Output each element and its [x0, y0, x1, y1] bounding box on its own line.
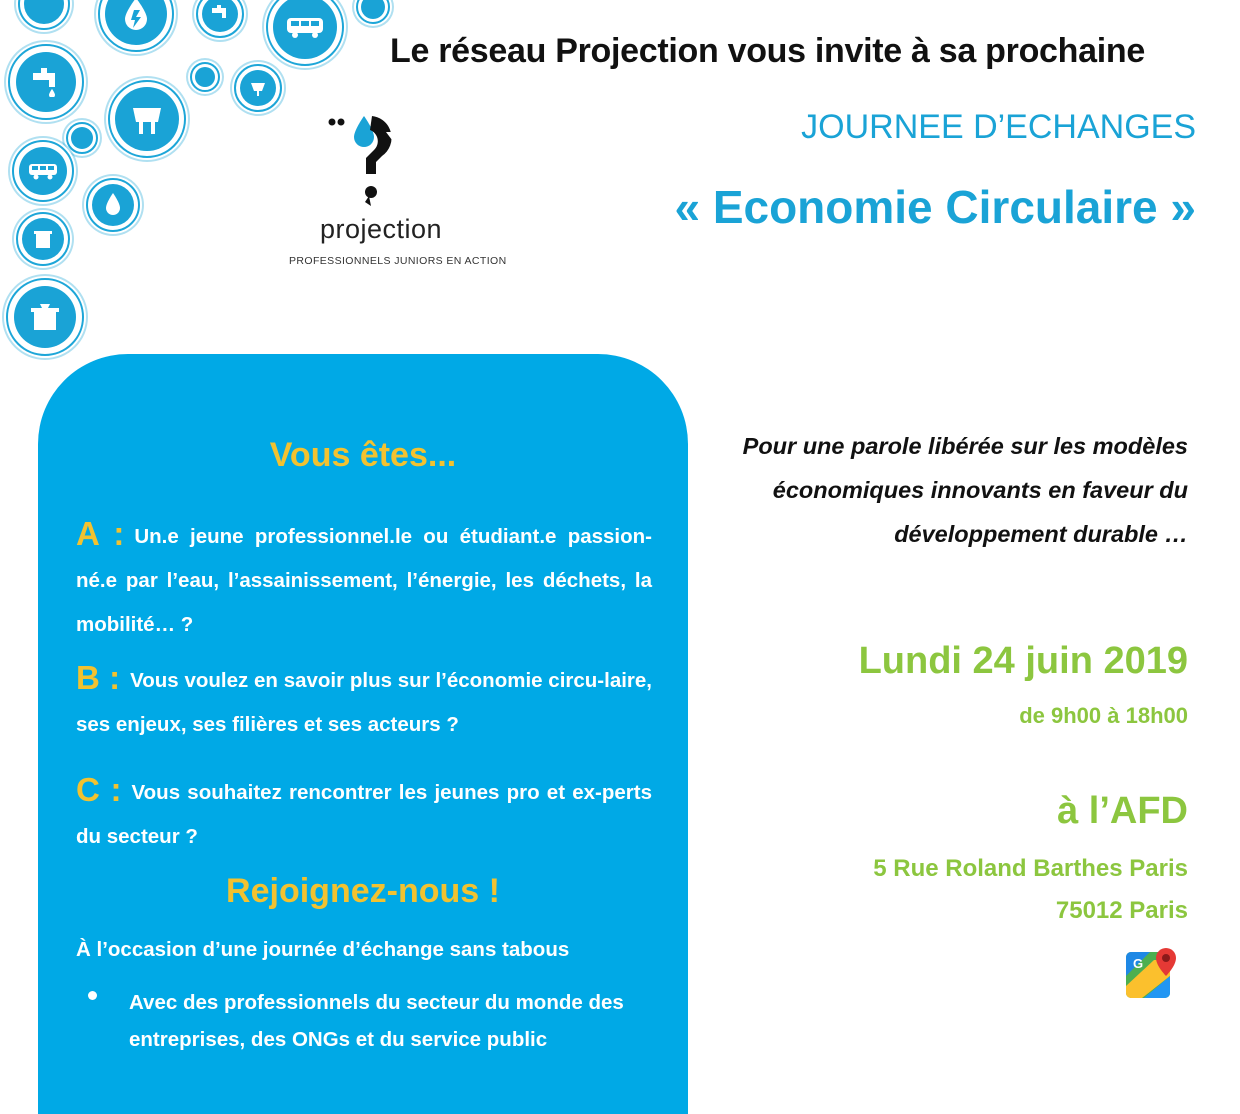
logo-wordmark: projection	[320, 214, 443, 244]
event-title: « Economie Circulaire »	[674, 181, 1196, 233]
item-text: Vous voulez en savoir plus sur l’économie circu-laire, ses enjeux, ses filières et ses acteurs ?	[76, 669, 652, 736]
google-maps-icon[interactable]	[1124, 946, 1180, 1007]
item-letter: C :	[76, 771, 122, 808]
svg-text:G: G	[1133, 956, 1144, 971]
projection-logo-icon	[326, 110, 416, 215]
panel-heading: Vous êtes...	[269, 436, 457, 474]
bullet-dot-icon	[88, 991, 97, 1000]
hygiene-icon	[86, 178, 140, 232]
event-venue: à l’AFD	[1057, 790, 1188, 832]
water-tap-icon	[196, 0, 244, 38]
event-hours: de 9h00 à 18h00	[1019, 703, 1188, 728]
occasion-text: À l’occasion d’une journée d’échange sans tabous	[76, 938, 570, 961]
drop-top-icon	[18, 0, 70, 30]
event-kind: JOURNEE D’ECHANGES	[801, 108, 1196, 146]
waste-management-icon	[6, 278, 84, 356]
sanitation-icon	[108, 80, 186, 158]
invite-line: Le réseau Projection vous invite à sa prochaine	[390, 32, 1145, 70]
small-tap-icon	[66, 122, 98, 154]
item-letter: B :	[76, 659, 121, 696]
item-text: Un.e jeune professionnel.le ou étudiant.e passion-né.e par l’eau, l’assainissement, l’énergie, les déchets, la mobilité… ?	[76, 525, 652, 636]
venue-street: 5 Rue Roland Barthes Paris	[873, 855, 1188, 882]
audience-item-c	[76, 768, 652, 859]
venue-city: 75012 Paris	[1055, 897, 1188, 924]
event-tagline: Pour une parole libérée sur les modèles économiques innovants en faveur du développement durable …	[742, 433, 1188, 547]
water-access-tap-icon	[8, 44, 84, 120]
drop-small-icon	[356, 0, 390, 24]
bullet-item: Avec des professionnels du secteur du monde des entreprises, des ONGs et du service public	[129, 991, 624, 1051]
waste-icon	[16, 212, 70, 266]
item-text: Vous souhaitez rencontrer les jeunes pro et ex-perts du secteur ?	[76, 781, 652, 848]
audience-item-b	[76, 656, 652, 747]
join-cta: Rejoignez-nous !	[226, 872, 500, 910]
item-letter: A :	[76, 515, 125, 552]
logo-tagline: PROFESSIONNELS JUNIORS EN ACTION	[289, 255, 507, 267]
audience-item-a	[76, 512, 652, 647]
bus-icon	[12, 140, 74, 202]
event-date: Lundi 24 juin 2019	[858, 640, 1188, 682]
energy-drop-icon	[98, 0, 174, 52]
small-sanitation-icon	[190, 62, 220, 92]
hygiene-circle-icon	[234, 64, 282, 112]
bus-mobility-icon	[266, 0, 344, 66]
